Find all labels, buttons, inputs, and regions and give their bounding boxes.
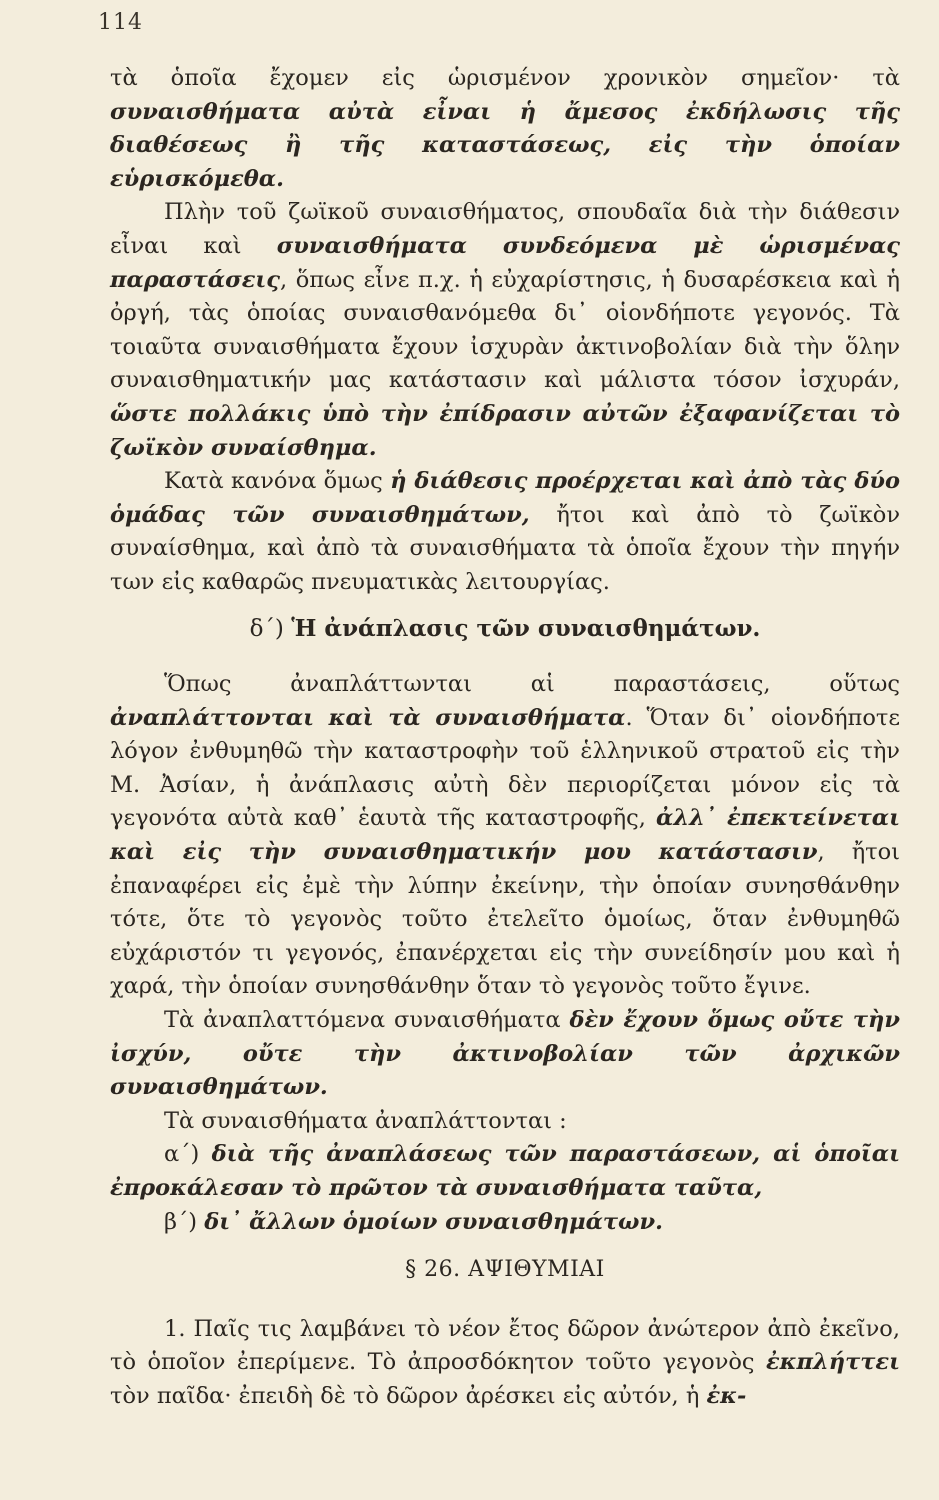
emphasis: διὰ τῆς ἀναπλάσεως τῶν παραστάσεων, αἱ ὁποῖαι ἐπροκάλεσαν τὸ πρῶτον τὰ συναισθήματα ταῦτα, bbox=[110, 1141, 900, 1201]
subsection-heading bbox=[110, 612, 900, 647]
text: Τὰ ἀναπλαττόμενα συναισθήματα bbox=[164, 1007, 570, 1034]
item-number: α΄) bbox=[164, 1141, 212, 1168]
emphasis: συναισθήματα αὐτὰ εἶναι ἡ ἄμεσος ἐκδήλωσις τῆς διαθέσεως ἢ τῆς καταστάσεως, εἰς τὴν ὁποίαν εὑρισκόμεθα. bbox=[110, 98, 900, 192]
emphasis: δὲν ἔχουν ὅμως οὔτε τὴν ἰσχύν, οὔτε τὴν ἀκτινοβολίαν τῶν ἀρχικῶν συναισθημάτων. bbox=[110, 1007, 900, 1101]
paragraph bbox=[110, 668, 900, 1004]
text: , ἤτοι ἐπαναφέρει εἰς ἐμὲ τὴν λύπην ἐκείνην, τὴν ὁποίαν συνησθάνθην τότε, ὅτε τὸ γεγονὸς τοῦτο ἐτελεῖτο ὁμοίως, ὅταν ἐνθυμηθῶ εὐχάριστόν τι γεγονός, ἐπανέρχεται εἰς τὴν συνείδησίν μου καὶ ἡ χαρά, τὴν ὁποίαν συνησθάνθην ὅταν τὸ γεγονὸς τοῦτο ἔγινε. bbox=[110, 839, 900, 1000]
list-item bbox=[110, 1206, 900, 1240]
text: 1. Παῖς τις λαμβάνει τὸ νέον ἔτος δῶρον ἀνώτερον ἀπὸ ἐκεῖνο, τὸ ὁποῖον ἐπερίμενε. Τὸ ἀπροσδόκητον τοῦτο γεγονὸς bbox=[110, 1315, 900, 1376]
page-number: 114 bbox=[98, 10, 143, 35]
text: τὸν παῖδα· ἐπειδὴ δὲ τὸ δῶρον ἀρέσκει εἰς αὐτόν, ἡ bbox=[110, 1382, 707, 1409]
emphasis: ἐκ- bbox=[706, 1382, 747, 1409]
heading-title: Ἡ ἀνάπλασις τῶν συναισθημάτων. bbox=[291, 614, 761, 642]
paragraph bbox=[110, 1313, 900, 1414]
text: Ὅπως ἀναπλάττωνται αἱ παραστάσεις, οὕτως bbox=[164, 671, 900, 698]
emphasis: δι᾽ ἄλλων ὁμοίων συναισθημάτων. bbox=[204, 1208, 663, 1235]
text: τὰ ὁποῖα ἔχομεν εἰς ὡρισμένον χρονικὸν σημεῖον· τὰ bbox=[110, 65, 900, 91]
text: . Ὅταν δι᾽ οἱονδήποτε λόγον ἐνθυμηθῶ τὴν καταστροφὴν τοῦ ἑλληνικοῦ στρατοῦ εἰς τὴν Μ. Ἀσίαν, ἡ ἀνάπλασις αὐτὴ δὲν περιορίζεται μόνον εἰς τὰ γεγονότα αὐτὰ καθ᾽ ἑαυτὰ τῆς καταστροφῆς, bbox=[110, 704, 900, 832]
paragraph bbox=[110, 62, 900, 196]
emphasis: ἡ διάθεσις προέρχεται καὶ ἀπὸ τὰς δύο ὁμάδας τῶν συναισθημάτων, bbox=[110, 468, 900, 528]
paragraph bbox=[110, 1004, 900, 1105]
text: ἤτοι καὶ ἀπὸ τὸ ζωϊκὸν συναίσθημα, καὶ ἀπὸ τὰ συναισθήματα τὰ ὁποῖα ἔχουν τὴν πηγήν των εἰς καθαρῶς πνευματικὰς λειτουργίας. bbox=[110, 501, 900, 595]
emphasis: ἀλλ᾽ ἐπεκτείνεται καὶ εἰς τὴν συναισθηματικήν μου κατάστασιν bbox=[110, 805, 900, 866]
text: Πλὴν τοῦ ζωϊκοῦ συναισθήματος, σπουδαῖα διὰ τὴν διάθεσιν εἶναι καὶ bbox=[110, 199, 900, 259]
section-heading: § 26. ΑΨΙΘΥΜΙΑΙ bbox=[405, 1257, 605, 1283]
paragraph bbox=[110, 196, 900, 465]
emphasis: ἀναπλάττονται καὶ τὰ συναισθήματα bbox=[110, 704, 626, 731]
heading-number: δ΄) bbox=[249, 615, 292, 642]
page-body bbox=[110, 62, 900, 1414]
paragraph bbox=[110, 465, 900, 599]
list-item bbox=[110, 1138, 900, 1205]
emphasis: ὥστε πολλάκις ὑπὸ τὴν ἐπίδρασιν αὐτῶν ἐξαφανίζεται τὸ ζωϊκὸν συναίσθημα. bbox=[110, 400, 900, 461]
paragraph: Τὰ συναισθήματα ἀναπλάττονται : bbox=[164, 1107, 567, 1134]
text: , ὅπως εἶνε π.χ. ἡ εὐχαρίστησις, ἡ δυσαρέσκεια καὶ ἡ ὀργή, τὰς ὁποίας συναισθανόμεθα δι᾽ οἱονδήποτε γεγονός. Τὰ τοιαῦτα συναισθήματα ἔχουν ἰσχυρὰν ἀκτινοβολίαν διὰ τὴν ὅλην συναισθηματικήν μας κατάστασιν καὶ μάλιστα τόσον ἰσχυράν, bbox=[110, 266, 900, 394]
item-number: β΄) bbox=[164, 1208, 205, 1235]
emphasis: ἐκπλήττει bbox=[766, 1349, 900, 1376]
emphasis: συναισθήματα συνδεόμενα μὲ ὡρισμένας παραστάσεις bbox=[110, 232, 900, 293]
text: Κατὰ κανόνα ὅμως bbox=[164, 468, 391, 495]
